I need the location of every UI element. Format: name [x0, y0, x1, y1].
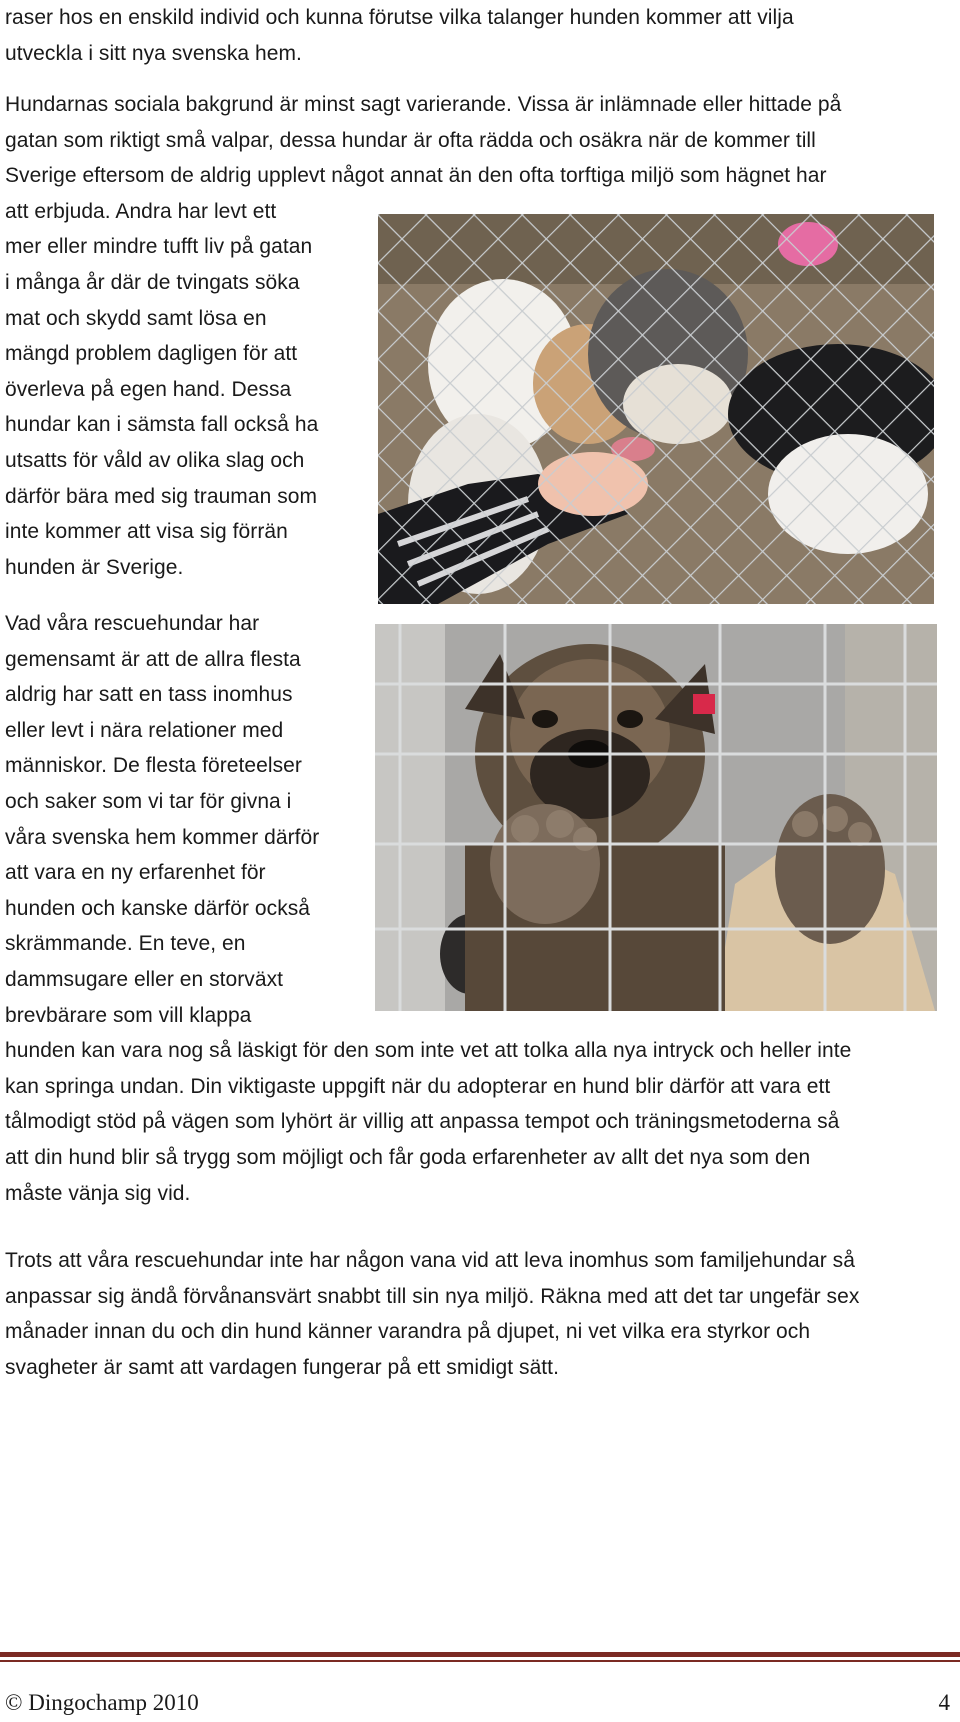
dogs-fence-illustration	[378, 214, 934, 604]
text-line: Sverige eftersom de aldrig upplevt något annat än den ofta torftiga miljö som hägnet har	[5, 164, 827, 188]
text-line: överleva på egen hand. Dessa	[5, 377, 292, 401]
text-line: anpassar sig ändå förvånansvärt snabbt till sin nya miljö. Räkna med att det tar ungefär sex	[5, 1284, 860, 1308]
text-line: hunden är Sverige.	[5, 555, 184, 579]
text-line: eller levt i nära relationer med	[5, 718, 284, 742]
paragraph-adaptation	[5, 1243, 950, 1385]
text-line: aldrig har satt en tass inomhus	[5, 683, 293, 707]
text-line: i många år där de tvingats söka	[5, 270, 300, 294]
text-line: svagheter är samt att vardagen fungerar på ett smidigt sätt.	[5, 1355, 559, 1379]
page-footer	[5, 1690, 950, 1720]
text-line: Trots att våra rescuehundar inte har någon vana vid att leva inomhus som familjehundar så	[5, 1249, 855, 1272]
text-line: mängd problem dagligen för att	[5, 342, 298, 366]
text-line: skrämmande. En teve, en	[5, 932, 246, 956]
text-line: hunden och kanske därför också	[5, 896, 311, 920]
text-line: människor. De flesta företeelser	[5, 754, 302, 778]
text-line: utveckla i sitt nya svenska hem.	[5, 41, 302, 65]
text-line: mat och skydd samt lösa en	[5, 306, 267, 330]
text-line: Vad våra rescuehundar har	[5, 612, 260, 635]
text-line: och saker som vi tar för givna i	[5, 789, 292, 813]
text-line: brevbärare som vill klappa	[5, 1003, 252, 1027]
text-line: att erbjuda. Andra har levt ett	[5, 199, 277, 223]
text-line: våra svenska hem kommer därför	[5, 825, 320, 849]
text-line: kan springa undan. Din viktigaste uppgift när du adopterar en hund blir därför att vara ett	[5, 1074, 831, 1098]
paragraph-intro	[5, 0, 945, 71]
footer-page-number: 4	[938, 1690, 950, 1715]
text-line: mer eller mindre tufft liv på gatan	[5, 235, 313, 259]
text-line: att din hund blir så trygg som möjligt och får goda erfarenheter av allt det nya som den	[5, 1145, 811, 1169]
text-line: raser hos en enskild individ och kunna förutse vilka talanger hunden kommer att vilja	[5, 6, 794, 29]
text-line: måste vänja sig vid.	[5, 1181, 191, 1205]
text-line: därför bära med sig trauman som	[5, 484, 318, 508]
photo-dogs-behind-fence	[378, 214, 934, 604]
text-line: inte kommer att visa sig förrän	[5, 520, 288, 544]
text-line: hunden kan vara nog så läskigt för den som inte vet att tolka alla nya intryck och heller inte	[5, 1039, 852, 1063]
text-line: månader innan du och din hund känner varandra på djupet, ni vet vilka era styrkor och	[5, 1320, 811, 1344]
footer-divider-thin	[0, 1660, 960, 1662]
text-line: hundar kan i sämsta fall också ha	[5, 413, 319, 437]
text-line: utsatts för våld av olika slag och	[5, 448, 305, 472]
footer-divider-thick	[0, 1652, 960, 1657]
footer-copyright: © Dingochamp 2010	[5, 1690, 199, 1715]
text-line: gemensamt är att de allra flesta	[5, 647, 301, 671]
text-line: dammsugare eller en storväxt	[5, 967, 284, 991]
photo-puppy-paws-on-fence	[375, 624, 937, 1011]
text-line: Hundarnas sociala bakgrund är minst sagt varierande. Vissa är inlämnade eller hittade på	[5, 93, 842, 116]
text-line: att vara en ny erfarenhet för	[5, 861, 266, 885]
text-line: tålmodigt stöd på vägen som lyhört är villig att anpassa tempot och träningsmetoderna så	[5, 1110, 840, 1134]
text-line: gatan som riktigt små valpar, dessa hundar är ofta rädda och osäkra när de kommer till	[5, 128, 816, 152]
puppy-paws-illustration	[375, 624, 937, 1011]
